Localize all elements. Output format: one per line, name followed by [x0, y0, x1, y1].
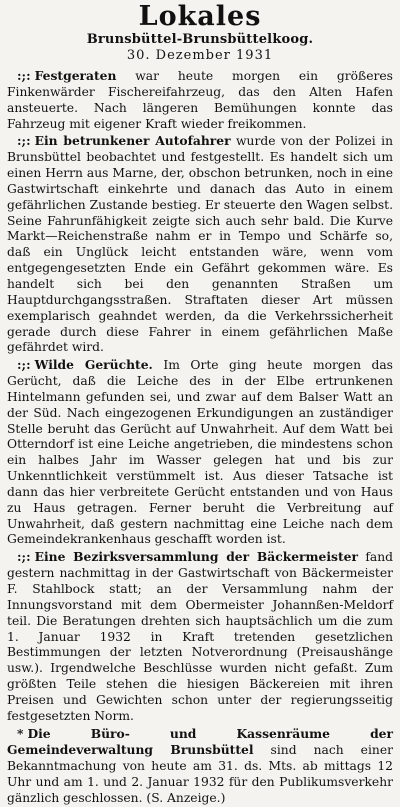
article-marker: :;: — [17, 68, 31, 83]
article-marker: :;: — [17, 549, 31, 565]
dateline-date: 30. Dezember 1931 — [126, 48, 274, 63]
article-body: sind nach einer Bekanntmachung von heute am 31. ds. Mts. ab mittags 12 Uhr und am 1. und 2. Januar 1932 für den Publikumsverkehr gänzlich geschlossen. (S. Anzeige.) — [7, 743, 393, 805]
article-marker: :;: — [17, 133, 31, 149]
article-headline: Die Büro- und Kassenräume der Gemeindeverwaltung Brunsbüttel — [7, 725, 393, 758]
article-marker: * — [17, 725, 24, 741]
article-body: Im Orte ging heute morgen das Gerücht, daß die Leiche des in der Elbe ertrunkenen Hintelmann gefunden sei, und zwar auf dem Balser Watt an der Süd. Nach eingezogenen Erkundigungen an zuständiger Stelle beruht das Gerücht auf Unwahrheit. Auf dem Watt bei Otterndorf ist eine Leiche angetrieben, die mindestens schon ein halbes Jahr im Wasser gelegen hat und bis zur Unkenntlichkeit verstümmelt ist. Aus dieser Tatsache ist dann das hier verbreitete Gerücht entstanden und von Haus zu Haus getragen. Ferner beruht die Verbreitung auf Unwahrheit, daß gestern nachmittag eine Leiche nach dem Gemeindekrankenhaus geschafft worden ist. — [7, 358, 393, 547]
article-headline: Eine Bezirksversammlung der Bäckermeister — [34, 549, 358, 565]
article-drunk-driver — [7, 133, 393, 356]
article-headline: Ein betrunkener Autofahrer — [34, 133, 231, 149]
dateline-place: Brunsbüttel-Brunsbüttelkoog. — [86, 32, 314, 47]
article-office-closure — [7, 726, 393, 807]
section-masthead: Lokales — [138, 1, 262, 32]
article-body: war heute morgen ein größeres Finkenwärder Fischereifahrzeug, das den Alten Hafen ansteuerte. Nach längeren Bemühungen konnte das Fahrzeug mit eigener Kraft wieder freikommen. — [7, 69, 393, 131]
article-fishing-vessel — [7, 68, 393, 132]
article-bakers-meeting — [7, 549, 393, 724]
article-headline: Wilde Gerüchte. — [34, 357, 153, 373]
article-headline: Festgeraten — [34, 68, 117, 83]
article-body: wurde von der Polizei in Brunsbüttel beobachtet und festgestellt. Es handelt sich um einen Herrn aus Marne, der, obschon betrunken, noch in eine Gastwirtschaft einkehrte und danach das Auto in einem gefährlichen Zustande bestieg. Er steuerte den Wagen selbst. Seine Fahrunfähigkeit zeigte sich auch sehr bald. Die Kurve Markt—Reichenstraße nahm er in Tempo und Schärfe so, daß ein Unglück leicht entstanden wäre, wenn vom entgegengesetzten Ende ein Gefährt gekommen wäre. Es handelt sich bei den genannten Straßen um Hauptdurchgangsstraßen. Straftaten dieser Art müssen exemplarisch geahndet werden, da die Verkehrssicherheit gerade durch diese Fahrer in einem gefährlichen Maße gefährdet wird. — [7, 134, 393, 355]
article-wild-rumors — [7, 357, 393, 548]
article-marker: :;: — [17, 357, 31, 373]
article-body: fand gestern nachmittag in der Gastwirtschaft von Bäckermeister F. Stahlbock statt; an der Versammlung nahm der Innungsvorstand mit dem Obermeister Johannßen-Meldorf teil. Die Beratungen drehten sich hauptsächlich um die zum 1. Januar 1932 in Kraft tretenden gesetzlichen Bestimmungen der letzten Notverordnung (Preisaushänge usw.). Irgendwelche Beschlüsse wurden nicht gefaßt. Zum größten Teile stehen die hiesigen Bäckereien mit ihren Preisen und Gewichten schon unter der regierungsseitig festgesetzten Norm. — [7, 550, 393, 723]
